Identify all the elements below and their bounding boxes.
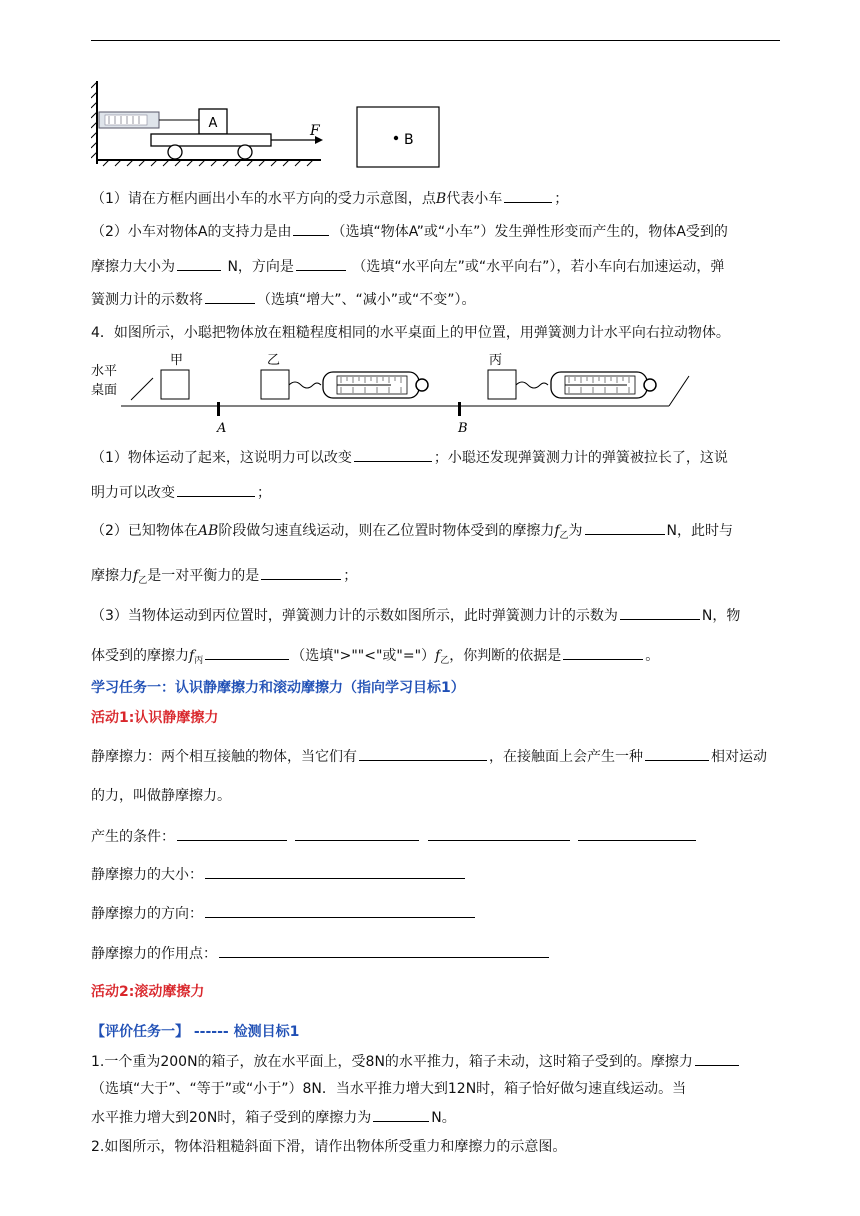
q4-part3-line1: （3）当物体运动到丙位置时，弹簧测力计的示数如图所示，此时弹簧测力计的示数为 N，物 — [91, 605, 740, 626]
answer-blank[interactable] — [261, 565, 341, 580]
q4-part2-line1: （2）已知物体在AB阶段做匀速直线运动，则在乙位置时物体受到的摩擦力$f_乙$为 N，此时与 — [91, 520, 733, 546]
activity2-heading: 活动2:滚动摩擦力 — [91, 984, 205, 1000]
pos-yi: 乙 — [267, 353, 281, 368]
desk-label-1: 水平 — [91, 364, 118, 379]
point-b-label: B — [404, 132, 414, 148]
pos-jia: 甲 — [170, 353, 184, 368]
force-diagram-box[interactable] — [356, 106, 440, 168]
static-friction-definition-end: 的力，叫做静摩擦力。 — [91, 788, 231, 804]
answer-blank[interactable] — [695, 1051, 739, 1066]
answer-blank[interactable] — [177, 482, 255, 497]
header-rule — [91, 40, 780, 41]
activity1-heading: 活动1:认识静摩擦力 — [91, 710, 219, 726]
desk-label-2: 桌面 — [91, 383, 118, 398]
answer-blank[interactable] — [354, 447, 432, 462]
answer-blank[interactable] — [428, 826, 570, 841]
figure-desk — [91, 350, 691, 436]
answer-blank[interactable] — [578, 826, 696, 841]
eval-q1-line2: （选填“大于”、“等于”或“小于”）8N．当水平推力增大到12N时，箱子恰好做匀速直线运动。当 — [91, 1081, 687, 1097]
q4-stem: 4．如图所示，小聪把物体放在粗糙程度相同的水平桌面上的甲位置，用弹簧测力计水平向右拉动物体。 — [91, 325, 730, 341]
condition-line: 产生的条件： — [91, 826, 698, 847]
answer-blank[interactable] — [295, 826, 419, 841]
answer-blank[interactable] — [177, 826, 287, 841]
answer-blank[interactable] — [205, 864, 465, 879]
q3-part2-line3: 簧测力计的示数将 （选填“增大”、“减小”或“不变”）。 — [91, 289, 476, 310]
evaluation-title: 【评价任务一】 ------ 检测目标1 — [91, 1024, 300, 1040]
answer-blank[interactable] — [563, 645, 643, 660]
eval-q1-line1: 1.一个重为200N的箱子，放在水平面上，受8N的水平推力，箱子未动，这时箱子受到的。摩擦力 — [91, 1051, 741, 1072]
size-line: 静摩擦力的大小： — [91, 864, 467, 885]
q4-part1-line2: 明力可以改变 ； — [91, 482, 271, 503]
mark-a-label: A — [217, 421, 227, 436]
eval-q2: 2.如图所示，物体沿粗糙斜面下滑，请作出物体所受重力和摩擦力的示意图。 — [91, 1139, 567, 1155]
answer-blank[interactable] — [620, 605, 700, 620]
q3-part1: （1）请在方框内画出小车的水平方向的受力示意图，点B代表小车 ； — [91, 188, 568, 209]
answer-blank[interactable] — [504, 188, 552, 203]
answer-blank[interactable] — [359, 746, 487, 761]
direction-line: 静摩擦力的方向： — [91, 903, 477, 924]
answer-blank[interactable] — [373, 1107, 429, 1122]
q4-part2-line2: 摩擦力$f_乙$是一对平衡力的是 ； — [91, 565, 357, 591]
answer-blank[interactable] — [205, 645, 289, 660]
force-f-label: F — [310, 123, 320, 139]
answer-blank[interactable] — [205, 289, 255, 304]
answer-blank[interactable] — [585, 520, 665, 535]
task1-title: 学习任务一：认识静摩擦力和滚动摩擦力（指向学习目标1） — [91, 680, 465, 696]
answer-blank[interactable] — [219, 943, 549, 958]
block-a-label: A — [208, 116, 218, 131]
application-point-line: 静摩擦力的作用点： — [91, 943, 551, 964]
mark-b-label: B — [458, 421, 468, 436]
answer-blank[interactable] — [205, 903, 475, 918]
figure-cart — [91, 76, 351, 172]
static-friction-definition: 静摩擦力：两个相互接触的物体，当它们有 ，在接触面上会产生一种 相对运动 — [91, 746, 767, 767]
eval-q1-line3: 水平推力增大到20N时，箱子受到的摩擦力为 N。 — [91, 1107, 456, 1128]
answer-blank[interactable] — [645, 746, 709, 761]
q3-part2-line1: （2）小车对物体A的支持力是由 （选填“物体A”或“小车”）发生弹性形变而产生的，物体A受到的 — [91, 221, 728, 242]
answer-blank[interactable] — [177, 256, 221, 271]
q4-part3-line2: 体受到的摩擦力$f_丙$ （选填">""<"或"$=")f_乙$，你判断的依据是 。 — [91, 645, 659, 671]
answer-blank[interactable] — [293, 221, 329, 236]
answer-blank[interactable] — [296, 256, 346, 271]
q4-part1-line1: （1）物体运动了起来，这说明力可以改变 ；小聪还发现弹簧测力计的弹簧被拉长了，这说 — [91, 447, 728, 468]
pos-bing: 丙 — [489, 353, 503, 368]
q3-part2-line2: 摩擦力大小为 N，方向是 （选填“水平向左”或“水平向右”），若小车向右加速运动，弹 — [91, 256, 724, 277]
